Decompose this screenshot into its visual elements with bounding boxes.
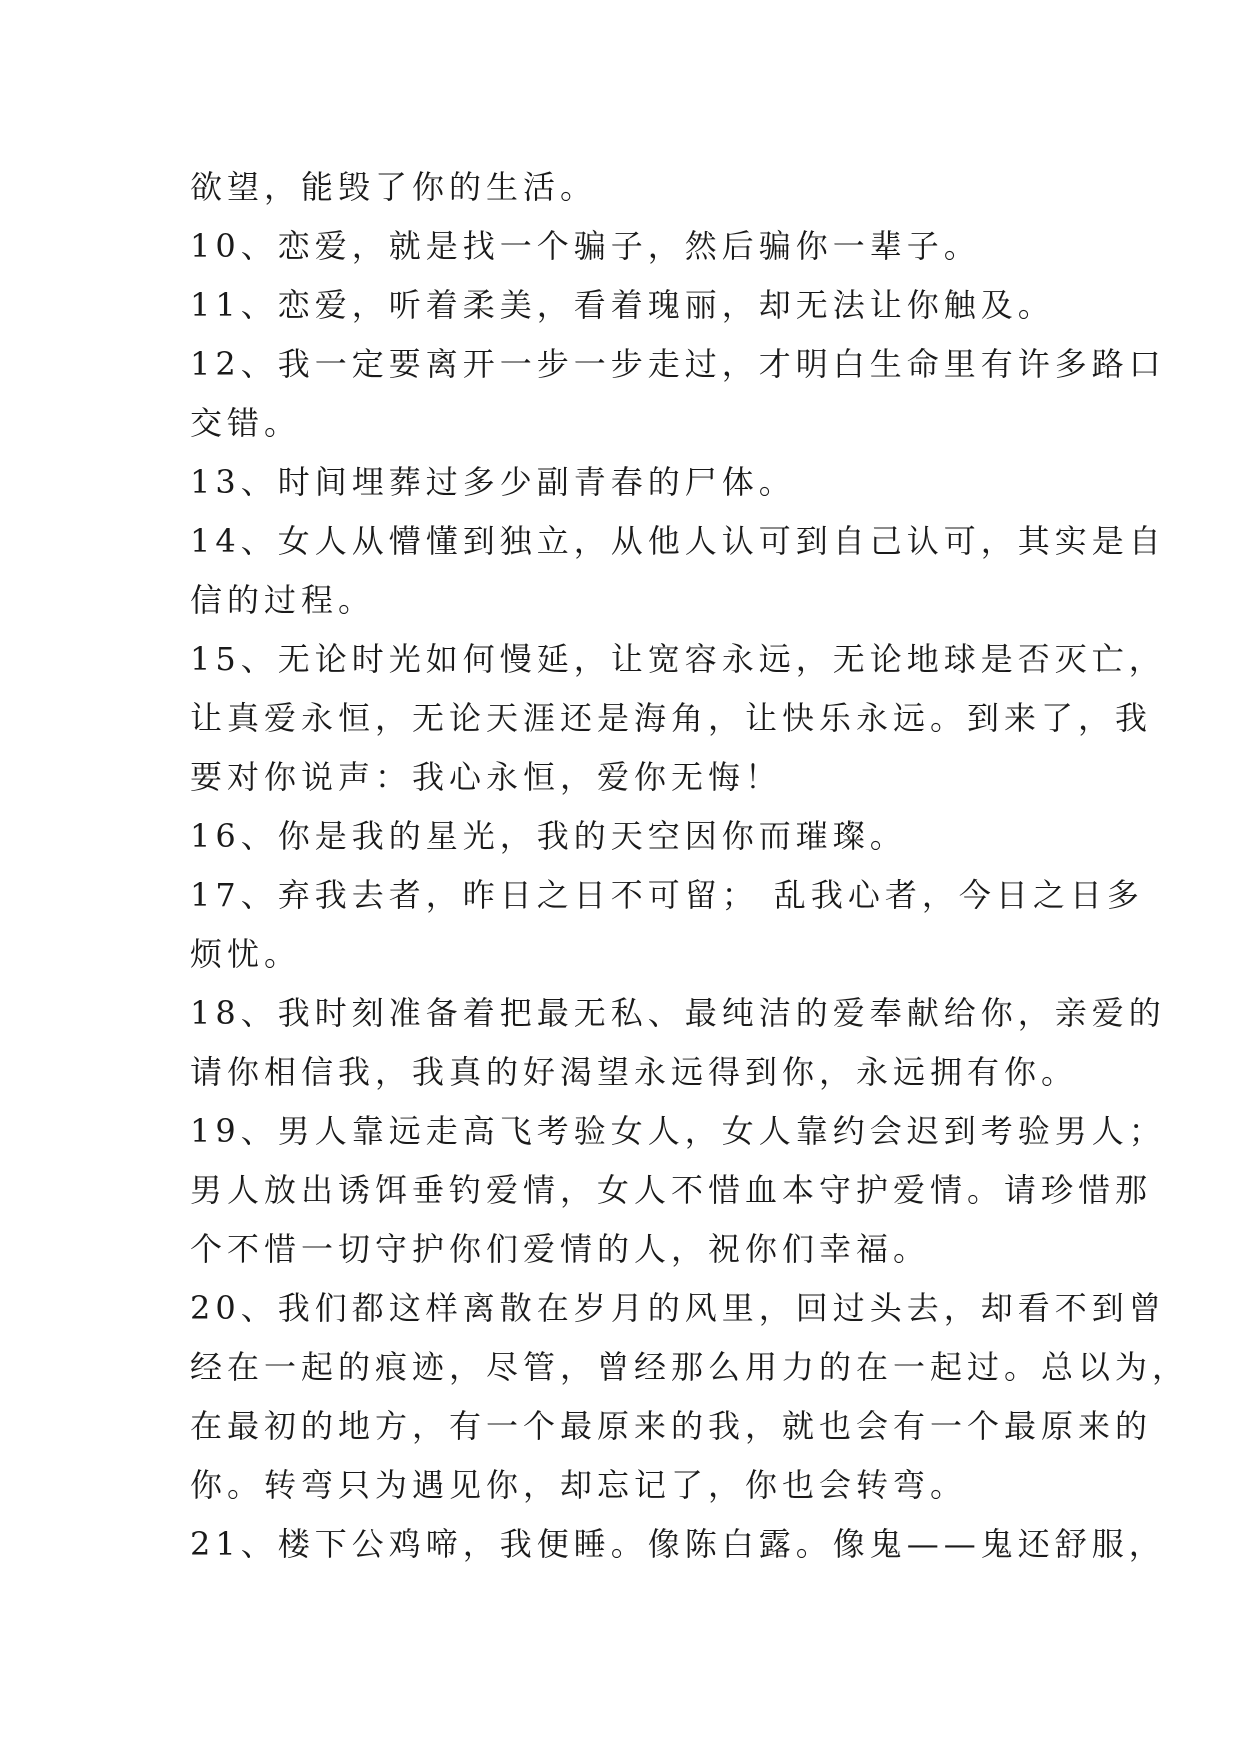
text-line: 烦忧。 (190, 935, 302, 973)
text-line: 交错。 (190, 404, 302, 442)
text-line: 你。转弯只为遇见你，却忘记了，你也会转弯。 (190, 1466, 968, 1504)
text-line: 16、你是我的星光，我的天空因你而璀璨。 (190, 817, 907, 855)
text-line: 15、无论时光如何慢延，让宽容永远，无论地球是否灭亡， (190, 640, 1166, 678)
document-body (190, 158, 1190, 1574)
text-line: 11、恋爱，听着柔美，看着瑰丽，却无法让你触及。 (190, 286, 1055, 324)
text-line: 在最初的地方，有一个最原来的我，就也会有一个最原来的 (190, 1407, 1153, 1445)
text-line: 个不惜一切守护你们爱情的人，祝你们幸福。 (190, 1230, 931, 1268)
text-line: 19、男人靠远走高飞考验女人，女人靠约会迟到考验男人； (190, 1112, 1166, 1150)
text-line: 信的过程。 (190, 581, 376, 619)
text-line: 18、我时刻准备着把最无私、最纯洁的爱奉献给你，亲爱的 (190, 994, 1166, 1032)
text-line: 要对你说声：我心永恒，爱你无悔！ (190, 758, 783, 796)
text-line: 14、女人从懵懂到独立，从他人认可到自己认可，其实是自 (190, 522, 1166, 560)
text-line: 10、恋爱，就是找一个骗子，然后骗你一辈子。 (190, 227, 981, 265)
text-line: 让真爱永恒，无论天涯还是海角，让快乐永远。到来了，我 (190, 699, 1153, 737)
text-line: 21、楼下公鸡啼，我便睡。像陈白露。像鬼——鬼还舒服， (190, 1525, 1166, 1563)
text-line: 13、时间埋葬过多少副青春的尸体。 (190, 463, 796, 501)
text-line: 男人放出诱饵垂钓爱情，女人不惜血本守护爱情。请珍惜那 (190, 1171, 1153, 1209)
text-line: 经在一起的痕迹，尽管，曾经那么用力的在一起过。总以为， (190, 1348, 1190, 1386)
text-line: 请你相信我，我真的好渴望永远得到你，永远拥有你。 (190, 1053, 1079, 1091)
text-line: 17、弃我去者，昨日之日不可留； 乱我心者，今日之日多 (190, 876, 1144, 914)
text-line: 欲望，能毁了你的生活。 (190, 168, 598, 206)
text-line: 20、我们都这样离散在岁月的风里，回过头去，却看不到曾 (190, 1289, 1166, 1327)
text-line: 12、我一定要离开一步一步走过，才明白生命里有许多路口 (190, 345, 1166, 383)
